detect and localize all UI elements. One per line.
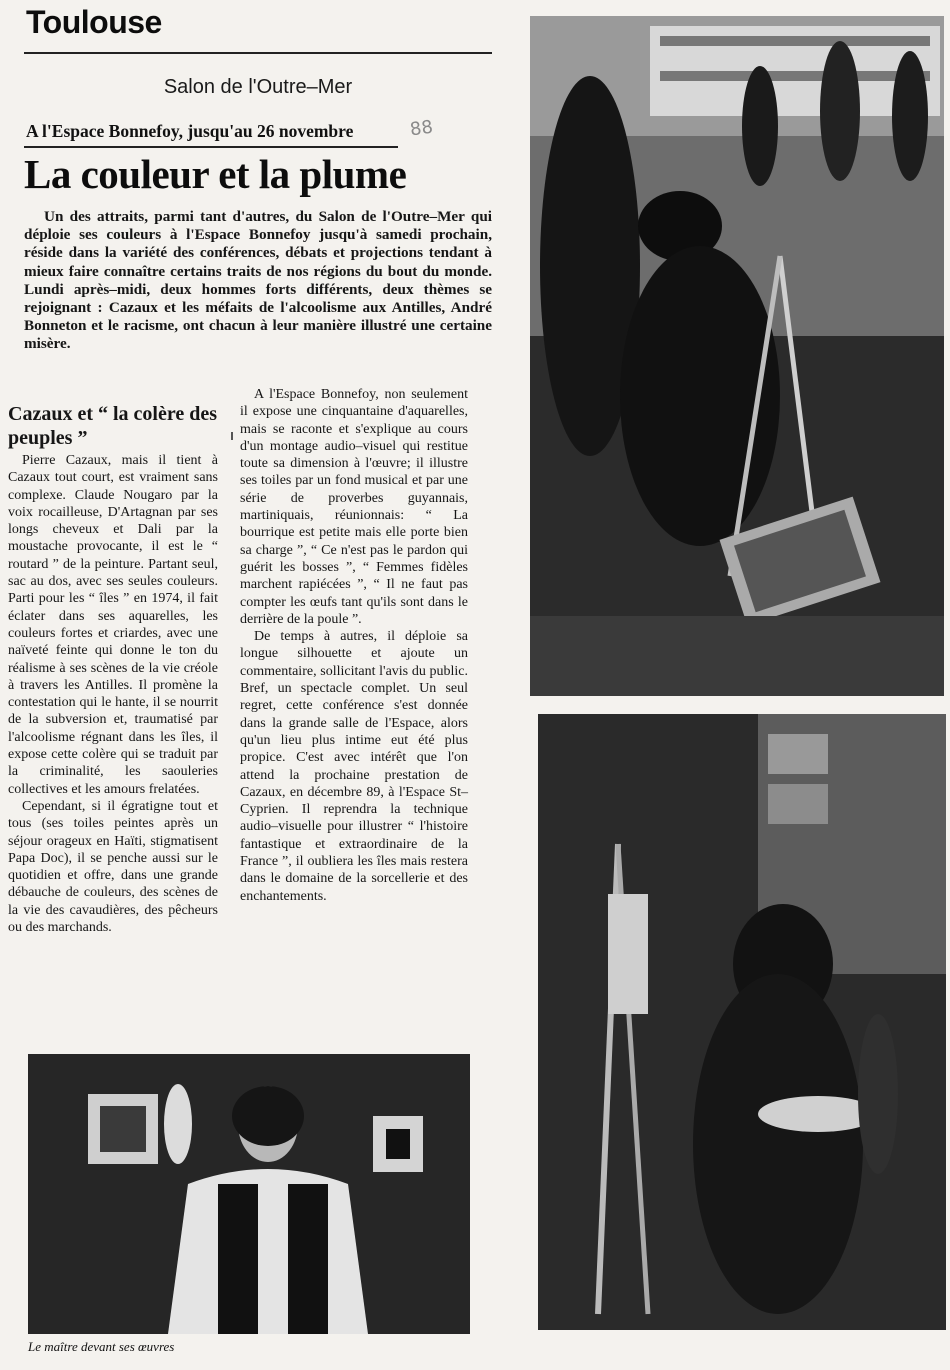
photo-caption: Le maître devant ses œuvres bbox=[28, 1339, 175, 1354]
right-paragraph-1: A l'Espace Bonnefoy, non seulement il expose une cinquantaine d'aquarelles, mais se raconte et s'explique au cours d'un montage audio–visuel qui restitue toute sa dimension à l'œuvre; il illustre ses toiles par un fond musical et par une série de proverbes guyannais, martiniquais, réunionnais: “ La bourrique est petite mais elle porte bien sa charge ”, “ Ce n'est pas le pardon qui guérit les bosses ”, “ Femmes fidèles marchent rapiécées ”, “ Il ne faut pas compter les œufs tant qu'ils sont dans le derrière de la poule ”. bbox=[240, 387, 468, 627]
column-mark bbox=[231, 432, 233, 440]
left-paragraph-2: Cependant, si il égratigne tout et tous (ses toiles peintes après un séjour orageux en Haïti, stigmatisent Papa Doc), il se penche aussi sur le quotidien et offre, dans une grande débauche de couleurs, des scènes de la vie des cavaudières, des pêcheurs ou des marchands. bbox=[8, 798, 218, 936]
handwritten-note: 88 bbox=[408, 116, 435, 141]
photo-painter-easel bbox=[538, 714, 946, 1330]
kicker: Salon de l'Outre–Mer bbox=[163, 76, 353, 98]
section-title: Toulouse bbox=[26, 4, 162, 40]
deck-rule bbox=[24, 146, 398, 148]
photo-painter-seated bbox=[530, 16, 944, 696]
right-column bbox=[240, 386, 468, 905]
left-column bbox=[8, 452, 218, 936]
lead-paragraph: Un des attraits, parmi tant d'autres, du Salon de l'Outre–Mer qui déploie ses couleurs à l'Espace Bonnefoy jusqu'à samedi prochain, réside dans la variété des conférences, débats et projections tendant à mieux faire connaître certains traits de nos régions du bout du monde. Lundi après–midi, deux hommes forts différents, deux thèmes se rejoignant : Cazaux et les méfaits de l'alcoolisme aux Antilles, André Bonneton et le racisme, ont chacun à leur manière illustré une certaine misère. bbox=[24, 208, 492, 353]
subhead: Cazaux et “ la colère des peuples ” bbox=[8, 403, 218, 449]
deck: A l'Espace Bonnefoy, jusqu'au 26 novembre bbox=[26, 121, 354, 141]
top-rule bbox=[24, 52, 492, 54]
right-paragraph-2: De temps à autres, il déploie sa longue silhouette et ajoute un commentaire, sollicitant l'avis du public. Bref, un spectacle complet. Un seul regret, cette conférence s'est donnée dans la grande salle de l'Espace, alors qu'un lieu plus intime eut été plus propice. C'est avec intérêt que l'on attend la prochaine prestation de Cazaux, en décembre 89, à l'Espace St–Cyprien. Il reprendra la technique audio–visuelle pour illustrer “ l'histoire fantastique et extraordinaire de la France ”, il oubliera les îles mais restera dans le domaine de la sorcellerie et des enchantements. bbox=[240, 629, 468, 904]
headline: La couleur et la plume bbox=[24, 151, 407, 197]
left-paragraph-1: Pierre Cazaux, mais il tient à Cazaux tout court, est vraiment sans complexe. Claude Nougaro par la voix rocailleuse, D'Artagnan par ses longs cheveux et Dali par la moustache provocante, il est le “ routard ” de la peinture. Partant seul, sac au dos, avec ses seules couleurs. Parti pour les “ îles ” en 1974, il fait éclater dans ses aquarelles, les couleurs fortes et criardes, avec une naïveté feinte qui donne le ton du réalisme à ses scènes de la vie créole à travers les Antilles. Il promène la contestation qui le hante, il se nourrit de la subversion et, traumatisé par l'alcoolisme régnant dans les îles, il expose cette colère qui se traduit par la criminalité, les saouleries collectives et les amours frelatées. bbox=[8, 453, 218, 797]
photo-artist-portrait bbox=[28, 1054, 470, 1334]
